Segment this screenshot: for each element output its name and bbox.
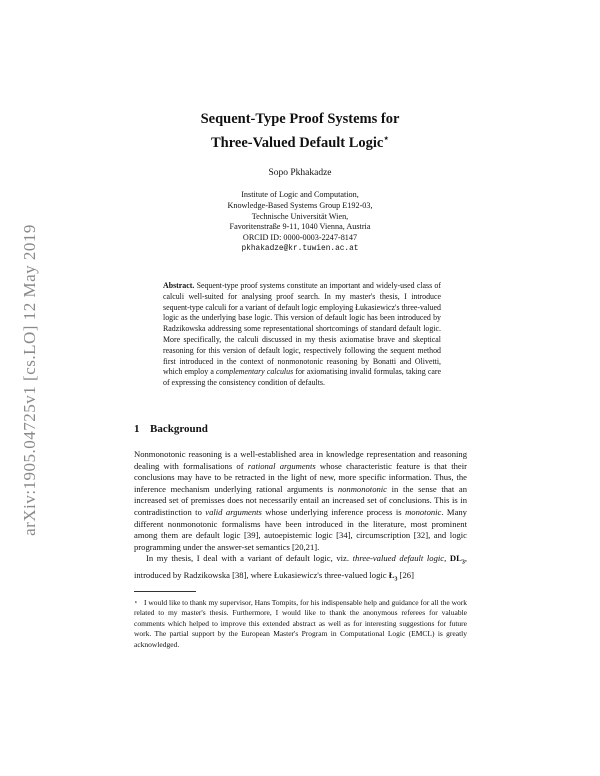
footnote-text: I would like to thank my supervisor, Hans Tompits, for his indispensable help and guidance for all the work related to my master's thesis. Furthermore, I would like to thank the anonymous referees for valuable comments which helped to improve this extended abstract as well as for interesting suggestions for future work. The partial support by the European Master's Program in Computational Logic (EMCL) is greatly acknowledged. (134, 598, 467, 649)
p2-l-symbol: Ł (388, 569, 395, 580)
p2-dl-subscript: 3 (461, 560, 465, 567)
abstract (163, 281, 441, 389)
footnote (134, 598, 467, 650)
p2-text-c: , introduced by Radzikowska [38], where Łukasiewicz's three-valued logic (134, 553, 467, 580)
abstract-emphasis: complementary calculus (216, 367, 294, 377)
p1-text-a: Nonmonotonic reasoning is a well-established area in knowledge representation and reasoning dealing with formalisations of (134, 449, 467, 471)
p2-text-a: In my thesis, I deal with a variant of default logic, viz. (146, 553, 353, 564)
body-text (134, 449, 467, 586)
p1-text-d: whose underlying inference process is (261, 506, 406, 517)
p2-l-subscript: 3 (394, 576, 398, 583)
affiliation-line-4: Favoritenstraße 9-11, 1040 Vienna, Austria (229, 222, 371, 232)
title-line-2 (0, 129, 600, 153)
section-heading (134, 423, 208, 435)
title-line-1: Sequent-Type Proof Systems for (200, 111, 400, 127)
section-title: Background (150, 423, 208, 435)
footnote-rule (134, 591, 196, 592)
p2-emph-1: three-valued default logic (352, 553, 445, 564)
p1-emph-2: nonmonotonic (337, 483, 387, 494)
p2-text-d: [26] (397, 569, 414, 580)
p1-text-f: . Many different nonmonotonic formalisms have been introduced in the literature, most prominent among them are default logic [39], autoepistemic logic [34], circumscription [32], and logic programming under the answer-set semantics [20,21]. (134, 506, 467, 552)
p1-emph-3: valid arguments (205, 506, 262, 517)
p2-dl-symbol: DL (449, 553, 462, 564)
p1-text-c: in the sense that an increased set of premisses does not necessarily entail an increased set of conclusions. This is in contradistinction to (134, 483, 467, 517)
abstract-text-1: Sequent-type proof systems constitute an important and widely-used class of calculi well-suited for analysing proof search. In my master's thesis, I introduce sequent-type calculi for a variant of default logic employing Łukasiewicz's three-valued logic as the underlying base logic. This version of default logic has been introduced by Radzikowska addressing some representational shortcomings of standard default logic. More specifically, the calculi discussed in my thesis axiomatise brave and skeptical reasoning for this version of default logic, respectively following the sequent method first introduced in the context of nonmonotonic reasoning by Bonatti and Olivetti, which employ a (163, 281, 441, 377)
p1-text-b: whose characteristic feature is that their conclusions may have to be retracted in the light of new, more specific information. Thus, the inference mechanism underlying rational arguments is (134, 460, 467, 494)
p1-emph-1: rational arguments (247, 460, 316, 471)
affiliation-line-2: Knowledge-Based Systems Group E192-03, (227, 200, 373, 210)
footnote-mark: ⋆ (134, 600, 138, 606)
affiliation-line-1: Institute of Logic and Computation, (241, 190, 359, 199)
author-email: pkhakadze@kr.tuwien.ac.at (241, 244, 359, 253)
title-footnote-mark: ⋆ (383, 133, 390, 143)
section-number: 1 (134, 423, 140, 435)
paper-title (0, 110, 600, 153)
paragraph-2 (134, 553, 467, 586)
title-line-2-text: Three-Valued Default Logic (210, 134, 384, 151)
p1-emph-4: monotonic (405, 506, 442, 517)
orcid-id: ORCID ID: 0000-0003-2247-8147 (242, 233, 358, 243)
author-name: Sopo Pkhakadze (268, 168, 332, 178)
paragraph-1 (134, 449, 467, 553)
abstract-text-2: for axiomatising invalid formulas, taking care of expressing the consistency condition of defaults. (163, 367, 441, 388)
author-affiliation (0, 190, 600, 255)
affiliation-line-3: Technische Universität Wien, (251, 211, 349, 221)
p2-text-b: , (444, 553, 450, 564)
arxiv-id-text: arXiv:1905.04725v1 [cs.LO] 12 May 2019 (20, 224, 39, 536)
abstract-label: Abstract. (163, 281, 195, 290)
